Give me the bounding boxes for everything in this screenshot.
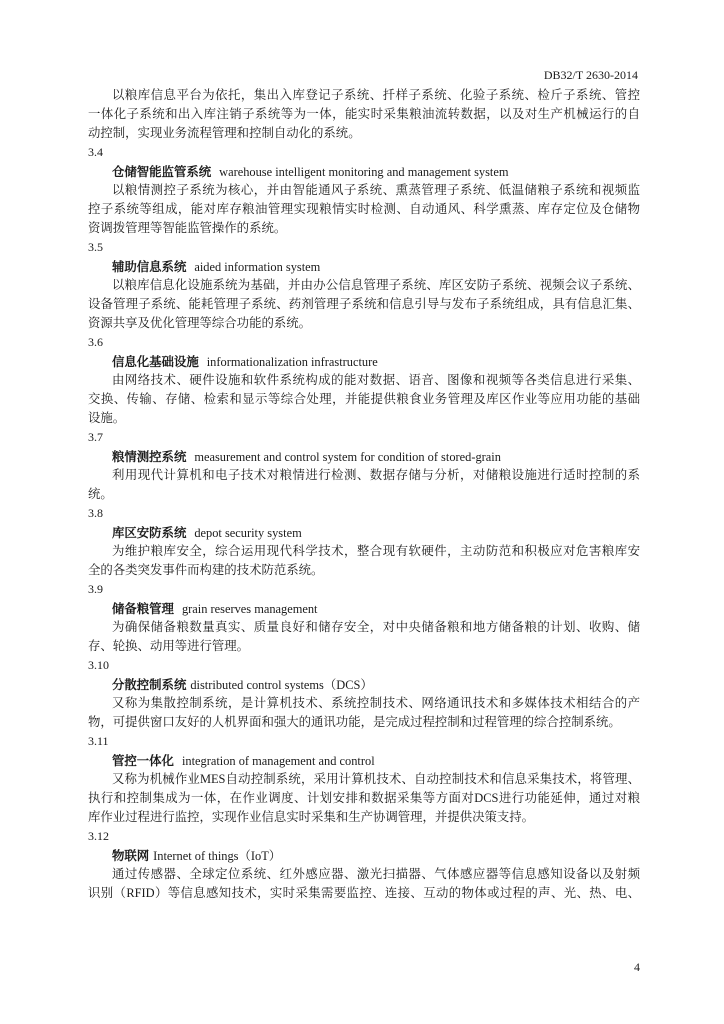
text-line: 全的各类突发事件而构建的技术防范系统。: [88, 563, 324, 577]
page-number: 4: [634, 960, 640, 974]
text-line: 通过传感器、全球定位系统、红外感应器、激光扫描器、气体感应器等信息感知设备以及射频: [112, 867, 640, 881]
term-english: measurement and control system for condition of stored-grain: [194, 450, 501, 464]
term-number: 3.8: [88, 506, 103, 520]
text-line: 设备管理子系统、能耗管理子系统、药剂管理子系统和信息引导与发布子系统组成，具有信息汇集、: [88, 297, 640, 311]
term-chinese: 粮情测控系统: [112, 449, 187, 464]
text-line: 资源共享及优化管理等综合功能的系统。: [88, 316, 312, 330]
term-definition: [88, 770, 640, 827]
term-number: 3.11: [88, 734, 109, 748]
term-english: grain reserves management: [181, 602, 318, 616]
text-line: 为维护粮库安全，综合运用现代科学技术，整合现有软硬件，主动防范和积极应对危害粮库安: [112, 544, 640, 558]
term-number: 3.12: [88, 829, 109, 843]
term-chinese: 储备粮管理: [112, 601, 174, 616]
term-entry-3-11: [88, 732, 640, 827]
term-english: warehouse intelligent monitoring and management system: [219, 165, 509, 179]
term-heading: [88, 599, 640, 618]
term-heading: [88, 447, 640, 466]
text-line: 执行和控制集成为一体，在作业调度、计划安排和数据采集等方面对DCS进行功能延伸，通过对粮: [88, 791, 640, 805]
term-heading: [88, 352, 640, 371]
text-line: 以粮库信息化设施系统为基础，并由办公信息管理子系统、库区安防子系统、视频会议子系统、: [112, 278, 640, 292]
text-line: 设施。: [88, 411, 126, 425]
term-definition: [88, 865, 640, 903]
text-line: 统。: [88, 487, 113, 501]
text-line: 以粮情测控子系统为核心，并由智能通风子系统、熏蒸管理子系统、低温储粮子系统和视频监: [112, 183, 640, 197]
term-heading: [88, 751, 640, 770]
text-line: 以粮库信息平台为依托，集出入库登记子系统、扦样子系统、化验子系统、检斤子系统、管控: [112, 88, 640, 102]
term-heading: [88, 257, 640, 276]
term-english: aided information system: [194, 260, 321, 274]
text-line: 一体化子系统和出入库注销子系统等为一体，能实时采集粮油流转数据，以及对生产机械运行的自: [88, 107, 640, 121]
term-heading: [88, 523, 640, 542]
text-line: 资调拨管理等智能监管操作的系统。: [88, 221, 287, 235]
term-english: integration of management and control: [181, 754, 375, 768]
term-definition: [88, 542, 640, 580]
term-definition: [88, 694, 640, 732]
terms-content: [88, 86, 640, 903]
term-definition: [88, 371, 640, 428]
term-chinese: 管控一体化: [112, 753, 174, 768]
term-english: Internet of things（IoT）: [153, 849, 282, 863]
term-definition: [88, 276, 640, 333]
term-entry-3-10: [88, 656, 640, 732]
text-line: 动控制，实现业务流程管理和控制自动化的系统。: [88, 126, 361, 140]
text-line: 库作业过程进行监控，实现作业信息实时采集和生产协调管理，并提供决策支持。: [88, 810, 535, 824]
term-chinese: 辅助信息系统: [112, 259, 187, 274]
term-entry-3-9: [88, 580, 640, 656]
term-entry-3-7: [88, 428, 640, 504]
term-chinese: 库区安防系统: [112, 525, 187, 540]
term-entry-3-12: [88, 827, 640, 903]
term-definition: [88, 466, 640, 504]
text-line: 为确保储备粮数量真实、质量良好和储存安全，对中央储备粮和地方储备粮的计划、收购、储: [112, 620, 640, 634]
term-english: depot security system: [194, 526, 302, 540]
term-heading: [88, 675, 640, 694]
text-line: 由网络技术、硬件设施和软件系统构成的能对数据、语音、图像和视频等各类信息进行采集、: [112, 373, 640, 387]
term-definition: [88, 181, 640, 238]
term-number: 3.7: [88, 430, 103, 444]
term-number: 3.10: [88, 658, 109, 672]
term-heading: [88, 162, 640, 181]
text-line: 控子系统等组成，能对库存粮油管理实现粮情实时检测、自动通风、科学熏蒸、库存定位及仓储物: [88, 202, 640, 216]
term-chinese: 信息化基础设施: [112, 354, 199, 369]
term-number: 3.6: [88, 335, 103, 349]
term-number: 3.4: [88, 145, 103, 159]
term-entry-3-5: [88, 238, 640, 333]
term-english: informationalization infrastructure: [206, 355, 378, 369]
term-entry-3-6: [88, 333, 640, 428]
term-chinese: 分散控制系统: [112, 677, 187, 692]
term-definition: [88, 618, 640, 656]
intro-paragraph: [88, 86, 640, 143]
term-number: 3.9: [88, 582, 103, 596]
document-code: DB32/T 2630-2014: [543, 68, 638, 82]
term-heading: [88, 846, 640, 865]
term-english: distributed control systems（DCS）: [190, 678, 373, 692]
text-line: 又称为机械作业MES自动控制系统，采用计算机技术、自动控制技术和信息采集技术，将管理、: [112, 772, 640, 786]
text-line: 交换、传输、存储、检索和显示等综合处理，并能提供粮食业务管理及库区作业等应用功能的基础: [88, 392, 640, 406]
term-chinese: 物联网: [112, 848, 150, 863]
text-line: 识别（RFID）等信息感知技术，实时采集需要监控、连接、互动的物体或过程的声、光、热、电、: [88, 886, 640, 900]
text-line: 存、轮换、动用等进行管理。: [88, 639, 250, 653]
text-line: 物，可提供窗口友好的人机界面和强大的通讯功能，是完成过程控制和过程管理的综合控制系统。: [88, 715, 621, 729]
term-number: 3.5: [88, 240, 103, 254]
text-line: 利用现代计算机和电子技术对粮情进行检测、数据存储与分析，对储粮设施进行适时控制的系: [112, 468, 640, 482]
term-entry-3-4: [88, 143, 640, 238]
term-entry-3-8: [88, 504, 640, 580]
text-line: 又称为集散控制系统，是计算机技术、系统控制技术、网络通讯技术和多媒体技术相结合的产: [112, 696, 640, 710]
term-chinese: 仓储智能监管系统: [112, 164, 212, 179]
